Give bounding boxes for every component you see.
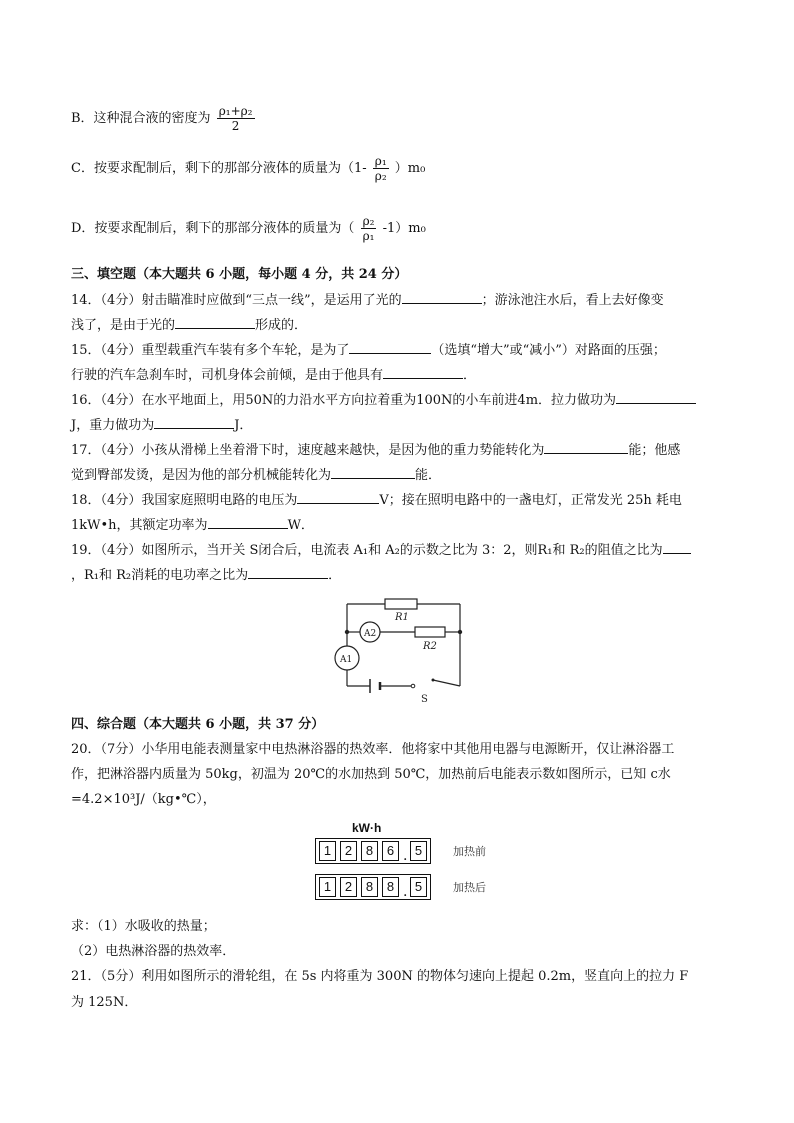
meter-decimal-digit: 5 (410, 841, 427, 861)
q16-line1 (71, 391, 696, 410)
option-b (71, 104, 257, 133)
q17-text-c: 觉到臀部发烫，是因为他的部分机械能转化为 (71, 468, 332, 483)
option-c-text: C．按要求配制后，剩下的那部分液体的质量为（1- (71, 161, 367, 176)
answer-blank[interactable] (383, 366, 463, 379)
section-4-title: 四、综合题（本大题共 6 小题，共 37 分） (71, 717, 325, 732)
q17-line1 (71, 441, 680, 460)
q19-line2 (71, 566, 341, 585)
meter-before-label: 加热前 (453, 845, 486, 858)
answer-blank[interactable] (208, 516, 288, 529)
q18-line2 (71, 516, 314, 535)
q14-line1 (71, 291, 664, 310)
option-b-text: B．这种混合液的密度为 (71, 111, 211, 126)
label-s: S (421, 694, 428, 705)
q21-line1: 21．（5分）利用如图所示的滑轮组，在 5s 内将重为 300N 的物体匀速向上提起 0.2m，竖直向上的拉力 F (71, 969, 689, 984)
label-a2: A2 (364, 629, 377, 639)
option-c-suffix: ）m₀ (394, 161, 426, 176)
q15-text-a: 15．（4分）重型载重汽车装有多个车轮，是为了 (71, 343, 350, 358)
q14-text-c: 浅了，是由于光的 (71, 318, 176, 333)
q20-line3: =4.2×10³J/（kg•℃）， (71, 792, 216, 807)
answer-blank[interactable] (402, 291, 482, 304)
q15-text-c: 行驶的汽车急刹车时，司机身体会前倾，是由于他具有 (71, 368, 384, 383)
answer-blank[interactable] (248, 566, 328, 579)
meter-decimal-digit: 5 (410, 877, 427, 897)
q14-line2 (71, 316, 307, 335)
q14-text-d: 形成的． (255, 318, 308, 333)
option-d-text: D．按要求配制后，剩下的那部分液体的质量为（ (71, 221, 355, 236)
q20-ask-2: （2）电热淋浴器的热效率． (71, 944, 236, 959)
answer-blank[interactable] (663, 541, 691, 554)
answer-blank[interactable] (349, 341, 431, 354)
answer-blank[interactable] (544, 441, 628, 454)
q14-text-b: ；游泳池注水后，看上去好像变 (481, 293, 664, 308)
fraction-denominator: ρ₂ (374, 169, 387, 183)
meter-digit: 2 (340, 841, 357, 861)
fraction-denominator: 2 (231, 119, 240, 133)
q19-text-a: 19．（4分）如图所示，当开关 S闭合后，电流表 A₁和 A₂的示数之比为 3：2，则R₁和 R₂的阻值之比为 (71, 543, 663, 558)
section-3-title: 三、填空题（本大题共 6 小题，每小题 4 分，共 24 分） (71, 267, 408, 282)
q15-text-d: ． (463, 368, 477, 383)
q20-line1: 20．（7分）小华用电能表测量家中电热淋浴器的热效率．他将家中其他用电器与电源断开，仅让淋浴器工 (71, 742, 675, 757)
meter-digit: 8 (361, 877, 378, 897)
q15-line1 (71, 341, 666, 360)
option-d (71, 214, 426, 243)
fraction-numerator: ρ₁ (374, 154, 387, 168)
label-r2: R2 (423, 641, 437, 652)
meter-digit: 1 (319, 841, 336, 861)
switch-s (411, 684, 415, 688)
q15-text-b: （选填“增大”或“减小”）对路面的压强； (431, 343, 666, 358)
fraction-numerator: ρ₂ (362, 214, 375, 228)
resistor-r2 (415, 627, 445, 637)
q16-line2 (71, 416, 252, 435)
meter-before: 1 2 8 6 . 5 加热前 (315, 838, 486, 864)
label-a1: A1 (340, 655, 353, 665)
option-d-suffix: -1）m₀ (382, 221, 426, 236)
answer-blank[interactable] (175, 316, 255, 329)
meter-after-label: 加热后 (453, 881, 486, 894)
q15-line2 (71, 366, 476, 385)
q19-line1 (71, 541, 691, 560)
q16-text-c: J． (234, 418, 253, 433)
q21-line2: 为 125N． (71, 995, 138, 1010)
q17-text-b: 能；他感 (628, 443, 681, 458)
meter-unit: kW·h (352, 821, 382, 835)
q17-text-d: 能． (415, 468, 442, 483)
answer-blank[interactable] (616, 391, 696, 404)
answer-blank[interactable] (154, 416, 234, 429)
q18-text-b: V；接在照明电路中的一盏电灯，正常发光 25h 耗电 (379, 493, 682, 508)
resistor-r1 (385, 599, 417, 609)
option-c-fraction (373, 154, 389, 183)
option-b-fraction (217, 104, 255, 133)
answer-blank[interactable] (331, 466, 415, 479)
q18-text-d: W． (287, 518, 314, 533)
meter-digit: 8 (382, 877, 399, 897)
q18-line1 (71, 491, 682, 510)
label-r1: R1 (395, 612, 409, 623)
circuit-diagram (325, 594, 475, 709)
q18-text-c: 1kW•h，其额定功率为 (71, 518, 208, 533)
q18-text-a: 18．（4分）我国家庭照明电路的电压为 (71, 493, 298, 508)
q17-text-a: 17．（4分）小孩从滑梯上坐着滑下时，速度越来越快，是因为他的重力势能转化为 (71, 443, 545, 458)
meter-after: 1 2 8 8 . 5 加热后 (315, 874, 486, 900)
option-c (71, 154, 425, 183)
fraction-denominator: ρ₁ (362, 229, 375, 243)
q17-line2 (71, 466, 441, 485)
q16-text-a: 16．（4分）在水平地面上，用50N的力沿水平方向拉着重为100N的小车前进4m．拉力做功为 (71, 393, 617, 408)
option-d-fraction (361, 214, 377, 243)
q16-text-b: J，重力做功为 (71, 418, 155, 433)
q19-text-b: ，R₁和 R₂消耗的电功率之比为 (71, 568, 249, 583)
q19-text-c: ． (328, 568, 342, 583)
meter-digit: 8 (361, 841, 378, 861)
meter-digit: 1 (319, 877, 336, 897)
meter-digit: 6 (382, 841, 399, 861)
q14-text-a: 14．（4分）射击瞄准时应做到“三点一线”，是运用了光的 (71, 293, 402, 308)
answer-blank[interactable] (297, 491, 379, 504)
q20-line2: 作，把淋浴器内质量为 50kg，初温为 20℃的水加热到 50℃，加热前后电能表示数如图所示，已知 c水 (71, 767, 671, 782)
meter-digit: 2 (340, 877, 357, 897)
q20-ask-1: 求：（1）水吸收的热量； (71, 919, 216, 934)
fraction-numerator: ρ₁+ρ₂ (218, 104, 253, 118)
